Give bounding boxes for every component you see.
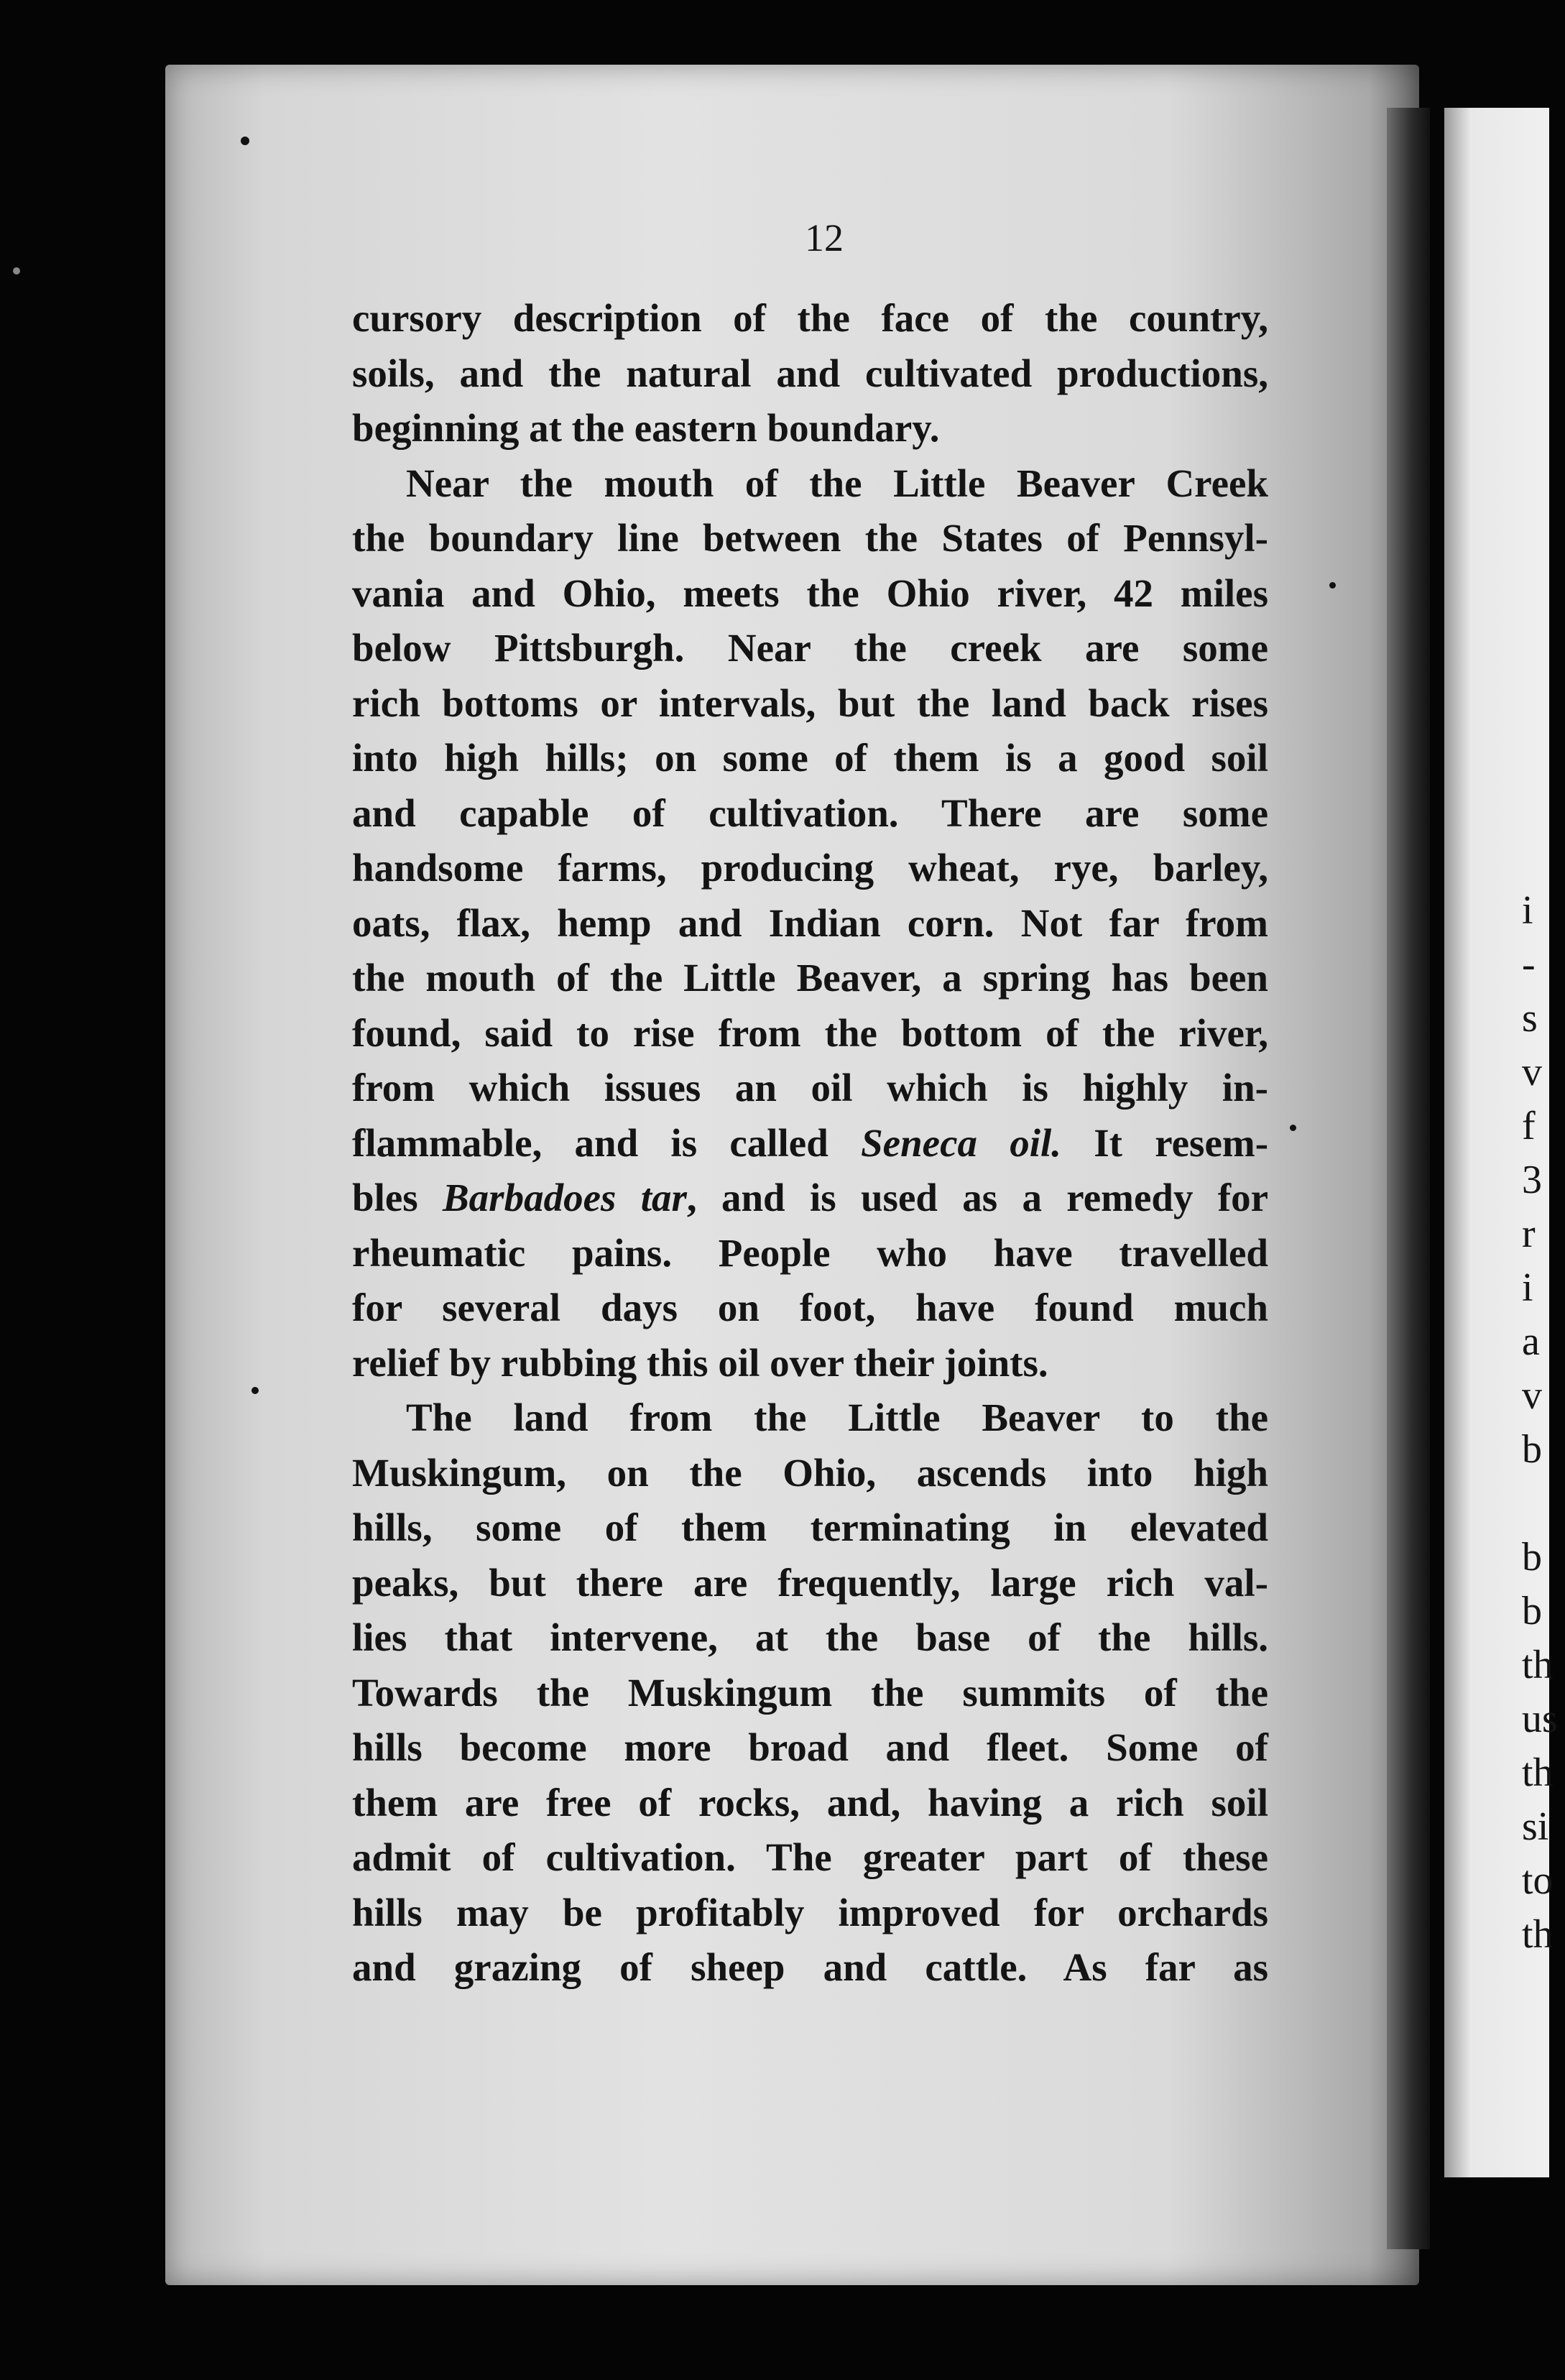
body-text bbox=[352, 291, 1268, 1996]
italic-term-barbadoes-tar: Barbadoes tar bbox=[443, 1176, 687, 1219]
text-line: rich bottoms or intervals, but the land back rises bbox=[352, 681, 1268, 725]
facing-page-text-fragments bbox=[1522, 884, 1565, 1962]
paragraph-3 bbox=[352, 1390, 1268, 1996]
scan-speck bbox=[241, 137, 249, 145]
text-line: hills, some of them terminating in elevated bbox=[352, 1505, 1268, 1549]
text-line: soils, and the natural and cultivated productions, bbox=[352, 351, 1268, 395]
text-line: below Pittsburgh. Near the creek are some bbox=[352, 626, 1268, 670]
text-line-with-italic bbox=[352, 1171, 1268, 1226]
text-line: hills become more broad and fleet. Some of bbox=[352, 1725, 1268, 1769]
facing-fragment: si bbox=[1522, 1804, 1549, 1849]
facing-fragment: i bbox=[1522, 888, 1533, 933]
paragraph-1 bbox=[352, 291, 1268, 456]
text-line-with-italic bbox=[352, 1116, 1268, 1171]
text-line: vania and Ohio, meets the Ohio river, 42 miles bbox=[352, 571, 1268, 615]
text-segment: bles bbox=[352, 1176, 443, 1219]
text-line: relief by rubbing this oil over their joints. bbox=[352, 1340, 1048, 1385]
text-line: and capable of cultivation. There are some bbox=[352, 790, 1268, 835]
text-line: lies that intervene, at the base of the hills. bbox=[352, 1615, 1268, 1659]
text-line: peaks, but there are frequently, large rich val- bbox=[352, 1560, 1268, 1605]
facing-fragment: th bbox=[1522, 1643, 1554, 1687]
text-line: hills may be profitably improved for orchards bbox=[352, 1890, 1268, 1934]
text-segment: flammable, and is called bbox=[352, 1120, 862, 1165]
italic-term-seneca-oil: Seneca oil. bbox=[861, 1120, 1062, 1165]
text-line: the mouth of the Little Beaver, a spring has been bbox=[352, 956, 1268, 1000]
facing-fragment: 3 bbox=[1522, 1158, 1542, 1202]
scan-speck bbox=[13, 267, 20, 275]
scan-speck bbox=[1290, 1125, 1296, 1131]
text-line: handsome farms, producing wheat, rye, barley, bbox=[352, 846, 1268, 890]
text-line: into high hills; on some of them is a good soil bbox=[352, 736, 1268, 780]
scan-speck bbox=[251, 1387, 259, 1394]
text-line: them are free of rocks, and, having a rich soil bbox=[352, 1780, 1268, 1825]
paragraph-2 bbox=[352, 456, 1268, 1391]
text-line: the boundary line between the States of Pennsyl- bbox=[352, 516, 1268, 560]
facing-fragment: v bbox=[1522, 1050, 1542, 1094]
text-line: cursory description of the face of the country, bbox=[352, 296, 1268, 340]
facing-fragment: b bbox=[1522, 1535, 1542, 1579]
page-gutter-shadow bbox=[1387, 108, 1430, 2249]
text-line: Towards the Muskingum the summits of the bbox=[352, 1670, 1268, 1715]
facing-fragment bbox=[1522, 1477, 1565, 1531]
text-line: for several days on foot, have found much bbox=[352, 1286, 1268, 1329]
text-line: and grazing of sheep and cattle. As far as bbox=[352, 1945, 1268, 1989]
facing-fragment: th bbox=[1522, 1751, 1554, 1795]
text-segment: , and is used as a remedy for bbox=[686, 1176, 1268, 1219]
facing-fragment: i bbox=[1522, 1265, 1533, 1310]
text-line: Muskingum, on the Ohio, ascends into high bbox=[352, 1450, 1268, 1495]
page-number: 12 bbox=[805, 216, 844, 259]
text-line: The land from the Little Beaver to the bbox=[406, 1396, 1268, 1439]
text-line: Near the mouth of the Little Beaver Creek bbox=[406, 461, 1268, 505]
facing-fragment: r bbox=[1522, 1212, 1536, 1256]
facing-fragment: b bbox=[1522, 1589, 1542, 1633]
text-line: beginning at the eastern boundary. bbox=[352, 406, 940, 450]
facing-fragment: to bbox=[1522, 1858, 1554, 1903]
facing-fragment: us bbox=[1522, 1697, 1558, 1741]
text-line: oats, flax, hemp and Indian corn. Not far from bbox=[352, 900, 1268, 945]
facing-fragment: b bbox=[1522, 1427, 1542, 1472]
facing-fragment: th bbox=[1522, 1912, 1554, 1957]
text-line: found, said to rise from the bottom of the river, bbox=[352, 1010, 1268, 1055]
text-line: rheumatic pains. People who have travelled bbox=[352, 1230, 1268, 1275]
facing-fragment: f bbox=[1522, 1104, 1536, 1148]
facing-fragment: - bbox=[1522, 942, 1536, 987]
text-segment: It resem- bbox=[1061, 1120, 1269, 1165]
scan-speck bbox=[1329, 582, 1336, 589]
text-line: admit of cultivation. The greater part of these bbox=[352, 1835, 1268, 1879]
facing-fragment: v bbox=[1522, 1373, 1542, 1418]
text-line: from which issues an oil which is highly in- bbox=[352, 1066, 1268, 1110]
facing-fragment: a bbox=[1522, 1319, 1540, 1364]
facing-fragment: s bbox=[1522, 996, 1538, 1041]
